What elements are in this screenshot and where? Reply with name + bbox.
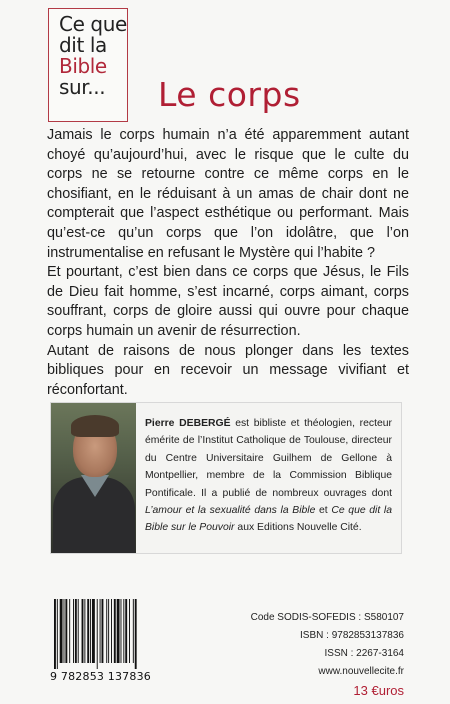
barcode-bar	[111, 599, 112, 663]
barcode-bar	[65, 599, 67, 663]
barcode-bar	[123, 599, 124, 663]
barcode-bar	[87, 599, 89, 663]
sodis-code: Code SODIS-SOFEDIS : S580107	[250, 612, 404, 623]
author-name: Pierre DEBERGÉ	[145, 418, 231, 429]
book-title: Le corps	[158, 75, 301, 114]
series-line-3: Bible	[59, 54, 107, 78]
author-bio-part-3: aux Editions Nouvelle Cité.	[234, 522, 362, 534]
barcode-bar	[84, 599, 85, 663]
barcode-bar	[73, 599, 74, 663]
publication-info	[251, 609, 404, 700]
barcode-bar	[60, 599, 63, 663]
author-book-1: L’amour et la sexualité dans la Bible	[145, 505, 316, 517]
author-bio-part-1: est bibliste et théologien, recteur émérite de l’Institut Catholique de Toulouse, directeur du Centre Universitaire Guilhem de Gellone à Montpellier, membre de la Commission Biblique Pontificale. Il a publié de nombreux ouvrages dont	[145, 418, 392, 499]
publisher-website[interactable]: www.nouvellecite.fr	[318, 666, 404, 677]
author-bio-part-2: et	[315, 505, 332, 517]
barcode-bar	[102, 599, 104, 663]
author-book-2: Ce que dit la Bible sur le Pouvoir	[145, 505, 392, 534]
barcode-bar	[90, 599, 91, 663]
author-photo-hair	[71, 415, 119, 437]
blurb-paragraph-2: Et pourtant, c’est bien dans ce corps que Jésus, le Fils de Dieu fait homme, s’est incarné, corps aimant, corps souffrant, corps de gloire aussi qui ouvre pour chaque corps humain un avenir de résurrection.	[47, 264, 409, 339]
barcode-bar	[69, 599, 70, 663]
barcode-bar	[100, 599, 101, 663]
barcode-bar	[78, 599, 79, 663]
barcode-number: 9 782853 137836	[50, 670, 151, 683]
barcode-bar	[117, 599, 120, 663]
barcode-bar	[82, 599, 84, 663]
barcode-bar	[75, 599, 77, 663]
barcode-bar	[64, 599, 65, 663]
author-box	[50, 402, 402, 554]
author-photo	[51, 403, 136, 553]
barcode-bar	[125, 599, 127, 663]
barcode-bar	[54, 599, 56, 669]
barcode-bar	[57, 599, 58, 669]
barcode-bar	[106, 599, 107, 663]
issn: ISSN : 2267-3164	[324, 648, 404, 659]
barcode-bar	[121, 599, 122, 663]
barcode-bars	[50, 599, 154, 669]
barcode-bar	[108, 599, 109, 663]
series-line-2: dit la	[59, 33, 107, 57]
barcode-bar	[135, 599, 137, 669]
price: 13 €uros	[353, 683, 404, 698]
isbn: ISBN : 9782853137836	[300, 630, 404, 641]
barcode-bar	[97, 599, 98, 669]
series-line-4: sur...	[59, 75, 106, 99]
blurb	[47, 126, 409, 400]
barcode-bar	[129, 599, 130, 663]
barcode-bar	[133, 599, 134, 663]
series-logo	[48, 8, 128, 122]
barcode	[50, 599, 154, 685]
series-line-1: Ce que	[59, 12, 127, 36]
blurb-paragraph-3: Autant de raisons de nous plonger dans les textes bibliques pour en recevoir un message vivifiant et réconfortant.	[47, 342, 409, 398]
barcode-bar	[92, 599, 95, 663]
author-bio	[145, 415, 392, 537]
barcode-bar	[114, 599, 116, 663]
blurb-paragraph-1: Jamais le corps humain n’a été apparemment autant choyé qu’aujourd’hui, avec le risque que le culte du corps ne se retourne contre ce même corps en le chosifiant, en le réduisant à un amas de chair dont ne compterait que l’aspect esthétique ou performant. Mais qu’est-ce qu’un corps que l’on idolâtre, que l’on instrumentalise en refusant le Mystère qui l’habite ?	[47, 127, 409, 261]
